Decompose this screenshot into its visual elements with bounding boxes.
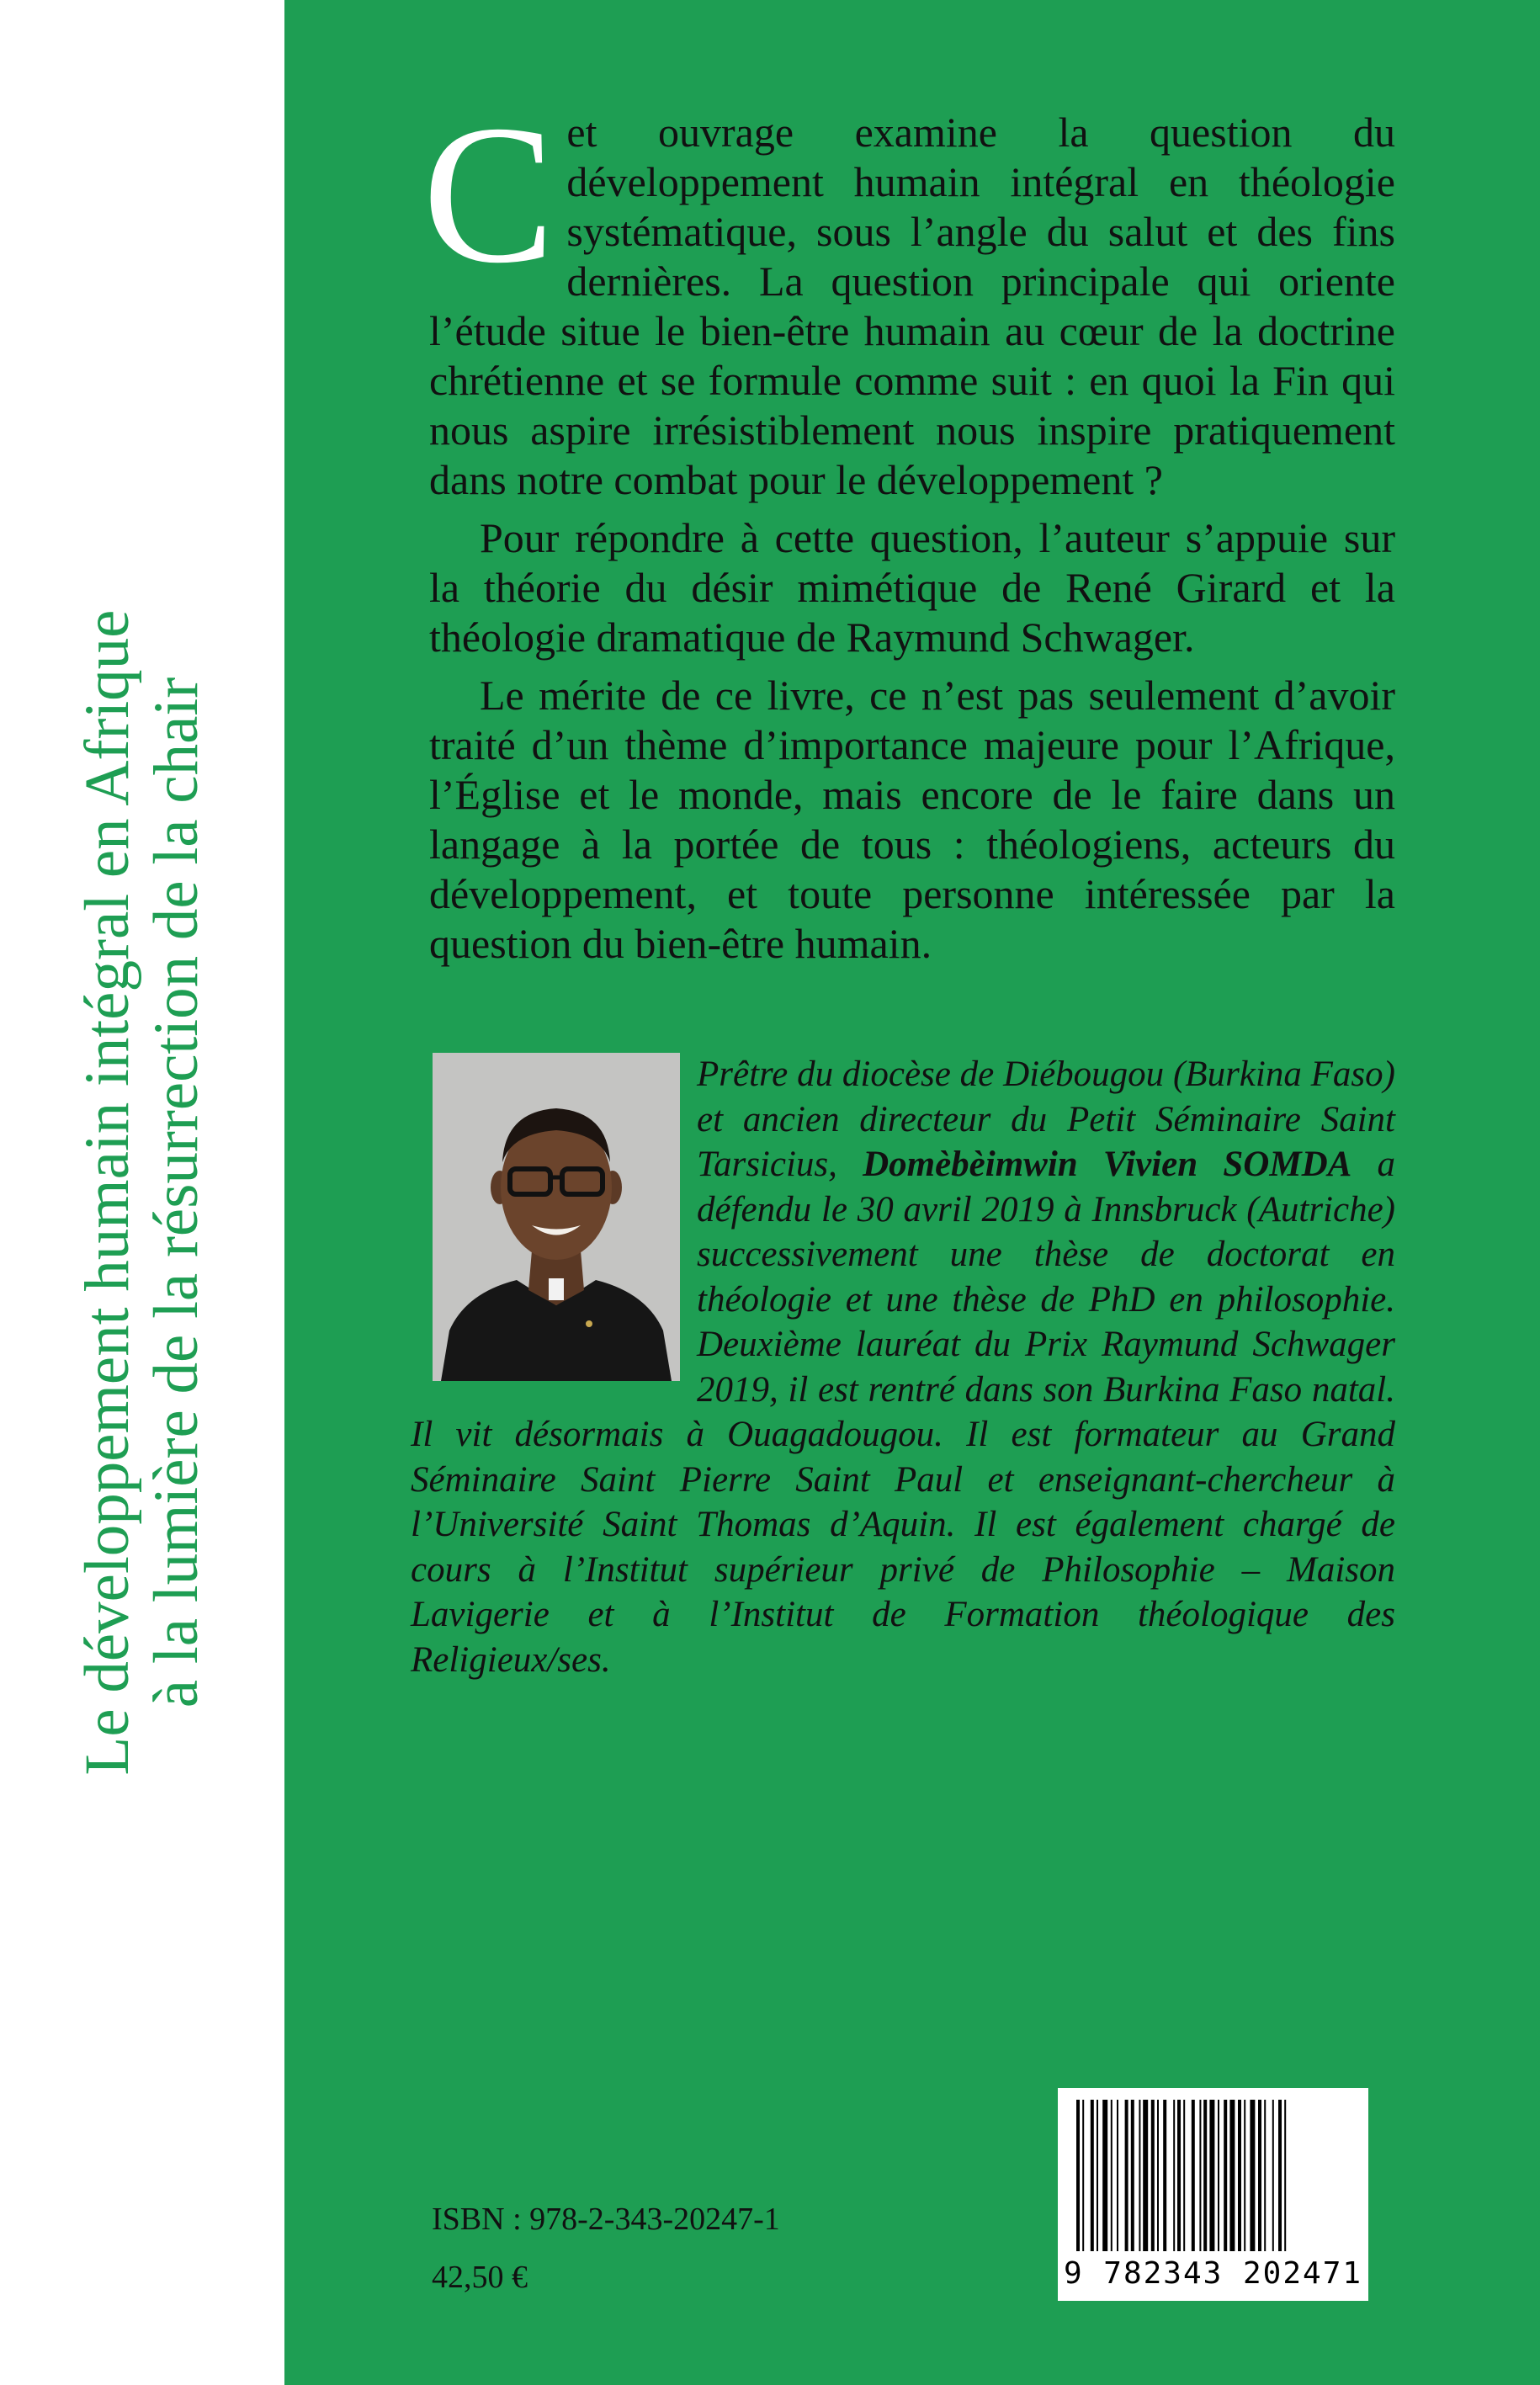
- barcode-digits: 9 782343 202471: [1063, 2256, 1363, 2291]
- blurb-paragraph-1: [422, 85, 1395, 505]
- price-label: 42,50 €: [432, 2260, 528, 2295]
- spine-title: [73, 56, 211, 2329]
- barcode: [1058, 2088, 1368, 2301]
- spine-title-line-1: Le développement humain intégral en Afrique: [72, 609, 142, 1776]
- blurb-paragraph-1-text: et ouvrage examine la question du développement humain intégral en théologie systématique, sous l’angle du salut et des fins dernières. La question principale qui oriente l’étude situe le bien-être humain au cœur de la doctrine chrétienne et se formule comme suit : en quoi la Fin qui nous aspire irrésistiblement nous inspire pratiquement dans notre combat pour le développement ?: [429, 109, 1395, 503]
- barcode-bars: [1076, 2100, 1350, 2251]
- blurb-paragraph-3: Le mérite de ce livre, ce n’est pas seulement d’avoir traité d’un thème d’importance majeure pour l’Afrique, l’Église et le monde, mais encore de le faire dans un langage à la portée de tous : théologiens, acteurs du développement, et toute personne intéressée par la question du bien-être humain.: [429, 672, 1395, 967]
- blurb-paragraph-2: Pour répondre à cette question, l’auteur s’appuie sur la théorie du désir mimétique de René Girard et la théologie dramatique de Raymund Schwager.: [429, 514, 1395, 661]
- author-name: Domèbèimwin Vivien SOMDA: [863, 1145, 1352, 1184]
- back-cover-blurb: [422, 85, 1395, 977]
- spine-title-line-2: à la lumière de la résurrection de la chair: [141, 677, 211, 1708]
- bio-text-before-name: Prêtre du diocèse de Diébougou (Burkina Faso) et ancien directeur du Petit Séminaire Saint Tarsicius,: [697, 1054, 1395, 1184]
- photo-spacer: [411, 1052, 697, 1389]
- isbn-label: ISBN : 978-2-343-20247-1: [432, 2202, 780, 2237]
- spine-panel: [0, 0, 284, 2385]
- author-bio: [411, 1052, 1395, 1682]
- drop-cap: C: [422, 85, 555, 305]
- bio-text-after-name: a défendu le 30 avril 2019 à Innsbruck (Autriche) successivement une thèse de doctorat en théologie et une thèse de PhD en philosophie. Deuxième lauréat du Prix Raymund Schwager 2019, il est rentré dans son Burkina Faso natal. Il vit désormais à Ouagadougou. Il est formateur au Grand Séminaire Saint Pierre Saint Paul et enseignant-chercheur à l’Université Saint Thomas d’Aquin. Il est également chargé de cours à l’Institut supérieur privé de Philosophie – Maison Lavigerie et à l’Institut de Formation théologique des Religieux/ses.: [411, 1145, 1395, 1680]
